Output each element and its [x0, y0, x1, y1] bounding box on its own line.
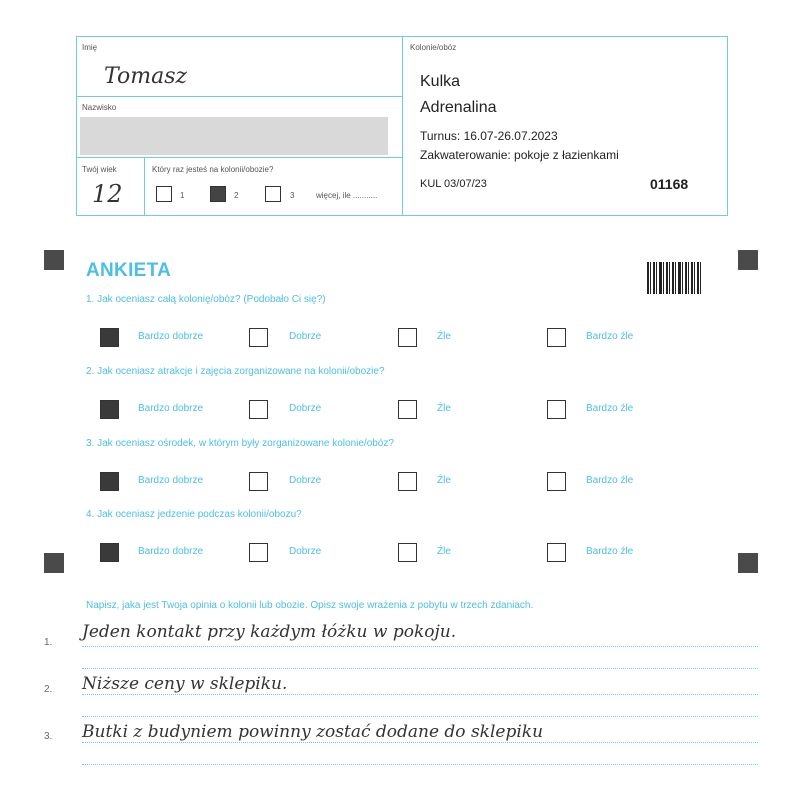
answer-underline-2: [82, 694, 758, 695]
rating-checkbox[interactable]: [547, 400, 566, 419]
opinion-prompt: Napisz, jaka jest Twoja opinia o kolonii lub obozie. Opisz swoje wrażenia z pobytu w trzech zdaniach.: [86, 600, 534, 611]
nazwisko-redacted-field: [80, 117, 388, 155]
question-text: 1. Jak oceniasz całą kolonię/obóz? (Podobało Ci się?): [86, 294, 326, 305]
imie-value[interactable]: Tomasz: [104, 64, 188, 89]
rating-checkbox[interactable]: [398, 543, 417, 562]
rating-checkbox[interactable]: [547, 472, 566, 491]
registration-marker-top-left: [44, 250, 64, 270]
rating-option-label: Bardzo dobrze: [138, 403, 204, 414]
registration-marker-bottom-left: [44, 553, 64, 573]
rating-checkbox[interactable]: [249, 543, 268, 562]
camp-name-1: Kulka: [420, 73, 461, 90]
question-text: 4. Jak oceniasz jedzenie podczas kolonii/obozu?: [86, 509, 302, 520]
answer-underline-3b: [82, 764, 758, 765]
header-divider-vertical: [402, 36, 403, 216]
turnus-text: Turnus: 16.07-26.07.2023: [420, 129, 558, 143]
ktory-raz-option-3: 3: [290, 191, 295, 200]
ref-code: KUL 03/07/23: [420, 178, 487, 190]
imie-label: Imię: [82, 43, 98, 52]
zakwaterowanie-text: Zakwaterowanie: pokoje z łazienkami: [420, 148, 619, 162]
rating-option-label: Bardzo dobrze: [138, 475, 204, 486]
rating-option-label: Dobrze: [289, 331, 322, 342]
rating-option-label: Źle: [437, 546, 451, 557]
rating-checkbox[interactable]: [398, 472, 417, 491]
header-divider-imie: [76, 96, 402, 97]
rating-checkbox[interactable]: [249, 472, 268, 491]
answer-underline-3: [82, 742, 758, 743]
registration-marker-bottom-right: [738, 553, 758, 573]
answer-underline-1b: [82, 668, 758, 669]
rating-checkbox[interactable]: [100, 328, 119, 347]
header-divider-wiek: [144, 157, 145, 216]
rating-checkbox[interactable]: [398, 328, 417, 347]
rating-checkbox[interactable]: [100, 472, 119, 491]
rating-checkbox[interactable]: [398, 400, 417, 419]
rating-option-label: Źle: [437, 475, 451, 486]
rating-option-label: Bardzo źle: [586, 475, 634, 486]
rating-option-label: Dobrze: [289, 403, 322, 414]
ktory-raz-label: Który raz jesteś na kolonii/obozie?: [152, 165, 274, 174]
rating-option-label: Bardzo źle: [586, 403, 634, 414]
nazwisko-label: Nazwisko: [82, 103, 117, 112]
survey-title: ANKIETA: [86, 260, 172, 281]
rating-option-label: Bardzo źle: [586, 331, 634, 342]
rating-option-label: Bardzo źle: [586, 546, 634, 557]
camp-name-2: Adrenalina: [420, 99, 497, 116]
rating-option-label: Bardzo dobrze: [138, 331, 204, 342]
question-text: 3. Jak oceniasz ośrodek, w którym były zorganizowane kolonie/obóz?: [86, 438, 394, 449]
rating-checkbox[interactable]: [547, 543, 566, 562]
rating-checkbox[interactable]: [100, 543, 119, 562]
question-text: 2. Jak oceniasz atrakcje i zajęcia zorganizowane na kolonii/obozie?: [86, 366, 385, 377]
ktory-raz-checkbox-1[interactable]: [156, 186, 172, 202]
rating-checkbox[interactable]: [547, 328, 566, 347]
ktory-raz-option-1: 1: [180, 191, 185, 200]
barcode-icon: [647, 262, 701, 294]
answer-underline-1: [82, 646, 758, 647]
header-divider-nazwisko: [76, 157, 402, 158]
ktory-raz-checkbox-3[interactable]: [265, 186, 281, 202]
ktory-raz-checkbox-2[interactable]: [210, 186, 226, 202]
answer-number-2: 2.: [44, 684, 53, 695]
answer-number-3: 3.: [44, 731, 53, 742]
rating-checkbox[interactable]: [100, 400, 119, 419]
form-number: 01168: [650, 176, 689, 192]
kolonie-label: Kolonie/obóz: [410, 43, 457, 52]
rating-option-label: Dobrze: [289, 475, 322, 486]
rating-checkbox[interactable]: [249, 328, 268, 347]
wiek-value[interactable]: 12: [92, 180, 123, 208]
answer-line-1[interactable]: Jeden kontakt przy każdym łóżku w pokoju.: [82, 622, 457, 642]
answer-underline-2b: [82, 716, 758, 717]
ktory-raz-option-more: więcej, ile ...........: [316, 191, 378, 200]
answer-line-3[interactable]: Butki z budyniem powinny zostać dodane do sklepiku: [82, 722, 544, 742]
rating-option-label: Źle: [437, 403, 451, 414]
rating-option-label: Dobrze: [289, 546, 322, 557]
answer-line-2[interactable]: Niższe ceny w sklepiku.: [82, 674, 288, 694]
wiek-label: Twój wiek: [82, 165, 117, 174]
rating-option-label: Źle: [437, 331, 451, 342]
answer-number-1: 1.: [44, 637, 53, 648]
ktory-raz-option-2: 2: [234, 191, 239, 200]
rating-checkbox[interactable]: [249, 400, 268, 419]
registration-marker-top-right: [738, 250, 758, 270]
rating-option-label: Bardzo dobrze: [138, 546, 204, 557]
